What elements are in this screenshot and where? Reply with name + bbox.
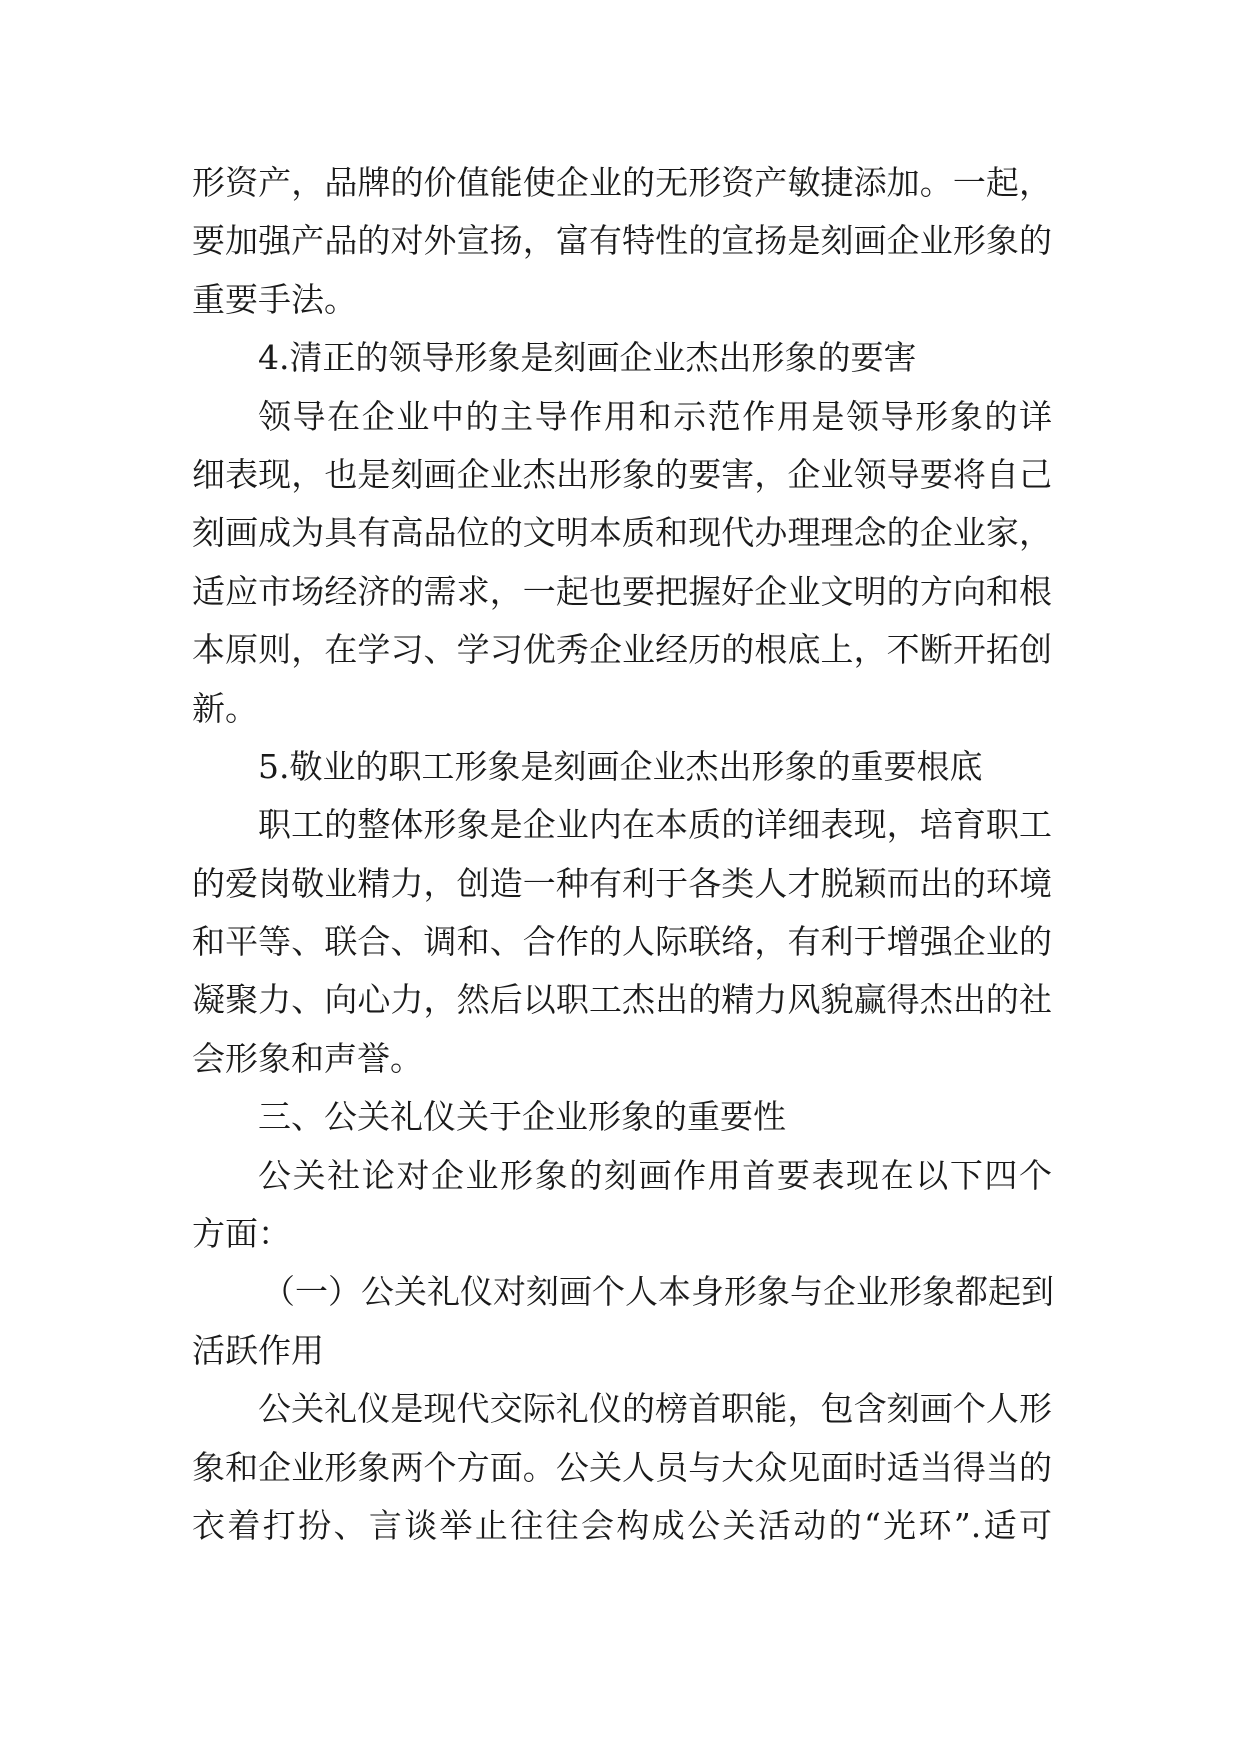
section-heading: 三、公关礼仪关于企业形象的重要性 bbox=[258, 1097, 786, 1137]
paragraph-first-line: 领导在企业中的主导作用和示范作用是领导形象的详 bbox=[258, 396, 1052, 436]
text-line: 本原则，在学习、学习优秀企业经历的根底上，不断开拓创 bbox=[192, 630, 1052, 670]
text-line: 和平等、联合、调和、合作的人际联络，有利于增强企业的 bbox=[192, 922, 1052, 962]
text-line: 重要手法。 bbox=[192, 279, 357, 319]
paragraph-first-line: 公关社论对企业形象的刻画作用首要表现在以下四个 bbox=[258, 1155, 1052, 1195]
document-page bbox=[192, 154, 1052, 1555]
subsection-heading: （一）公关礼仪对刻画个人本身形象与企业形象都起到 bbox=[262, 1272, 1054, 1312]
text-line: 刻画成为具有高品位的文明本质和现代办理理念的企业家， bbox=[192, 513, 1052, 553]
text-line: 方面： bbox=[192, 1214, 291, 1254]
paragraph-first-line: 职工的整体形象是企业内在本质的详细表现，培育职工 bbox=[258, 805, 1052, 845]
section-heading: 5.敬业的职工形象是刻画企业杰出形象的重要根底 bbox=[258, 746, 983, 786]
text-line: 细表现，也是刻画企业杰出形象的要害，企业领导要将自己 bbox=[192, 454, 1052, 494]
text-line: 活跃作用 bbox=[192, 1330, 324, 1370]
text-line: 衣着打扮、言谈举止往往会构成公关活动的“光环”.适可 bbox=[192, 1505, 1052, 1545]
text-line: 形资产，品牌的价值能使企业的无形资产敏捷添加。一起， bbox=[192, 163, 1052, 202]
text-line: 要加强产品的对外宣扬，富有特性的宣扬是刻画企业形象的 bbox=[192, 221, 1052, 261]
text-line: 会形象和声誉。 bbox=[192, 1038, 423, 1078]
text-line: 象和企业形象两个方面。公关人员与大众见面时适当得当的 bbox=[192, 1447, 1052, 1487]
text-line: 的爱岗敬业精力，创造一种有利于各类人才脱颖而出的环境 bbox=[192, 863, 1052, 903]
paragraph-first-line: 公关礼仪是现代交际礼仪的榜首职能，包含刻画个人形 bbox=[258, 1389, 1052, 1429]
text-line: 新。 bbox=[192, 688, 258, 728]
text-line: 凝聚力、向心力，然后以职工杰出的精力风貌赢得杰出的社 bbox=[192, 980, 1052, 1020]
section-heading: 4.清正的领导形象是刻画企业杰出形象的要害 bbox=[258, 338, 917, 378]
text-line: 适应市场经济的需求，一起也要把握好企业文明的方向和根 bbox=[192, 571, 1052, 611]
